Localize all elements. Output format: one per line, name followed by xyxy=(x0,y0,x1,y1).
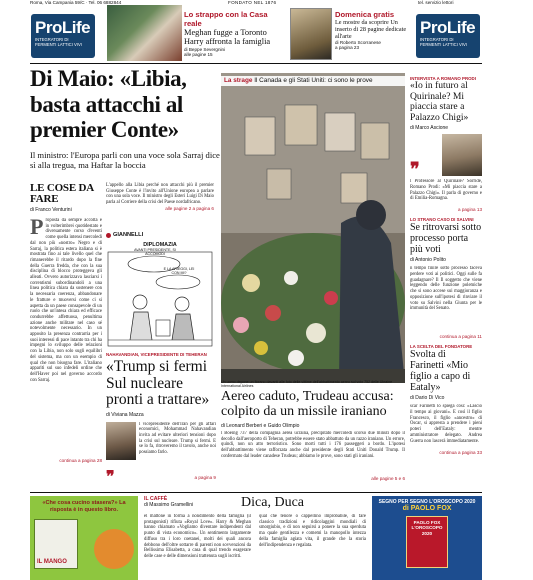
prolife-ad-right[interactable] xyxy=(416,14,480,58)
prolife-ad-left[interactable] xyxy=(31,14,95,58)
interview-body xyxy=(106,422,216,470)
horoscope-book xyxy=(406,516,448,568)
teaser-title: Meghan fugge a Toronto Harry affronta la famiglia xyxy=(184,28,271,47)
prodi-byline: di Marco Ascione xyxy=(410,125,449,132)
teaser-art[interactable] xyxy=(335,10,415,62)
salvini-continue-link[interactable]: continua a pagina 11 xyxy=(439,334,482,340)
caffe-column xyxy=(144,496,366,576)
teaser-page: alle pagine 15 xyxy=(184,51,213,57)
masthead-strip xyxy=(0,0,533,62)
prodi-media xyxy=(410,134,482,180)
horoscope-author: di PAOLO FOX xyxy=(402,505,452,512)
cartoon-bubble-2: E LA ARIEGGI, LEI CON MI? xyxy=(163,267,195,275)
masthead-address: Roma, Via Campania 59/C · Tel. 06 6882844 xyxy=(30,0,122,5)
cartoon-label: GIANNELLI xyxy=(113,232,144,238)
editorial-column xyxy=(30,183,102,463)
horoscope-ad[interactable] xyxy=(372,496,482,580)
cookbook-ad[interactable] xyxy=(30,496,138,580)
farinetti-byline: di Dario Di Vico xyxy=(410,395,445,402)
interview-footer xyxy=(106,468,216,486)
prolife-logo: ProLife xyxy=(420,18,476,37)
editorial-byline: di Franco Venturini xyxy=(30,207,72,213)
art-photo xyxy=(290,8,332,60)
prodi-text: l Professore al Quirinale? Sorride, Romano Prodi: «Mi piaccia stare a Palazzo Chigi». Il parla di governo e di Emilia-Romagna. xyxy=(410,179,482,202)
crash-continue-link[interactable]: alle pagine 5 e 6 xyxy=(371,476,405,481)
crash-byline: di Leonard Berberi e Guido Olimpio xyxy=(221,423,300,429)
horoscope-book-title: PAOLO FOX L'OROSCOPO 2020 xyxy=(411,520,443,536)
masthead-tagline: FONDATO NEL 1876 xyxy=(228,0,277,5)
lead-subhead: Il ministro: l'Europa parli con una voce sola Sarraj dice sì alla tregua, ma Haftar la boccia xyxy=(30,150,220,170)
farinetti-continue-link[interactable]: continua a pagina 33 xyxy=(439,450,482,456)
teaser-page: a pagina 23 xyxy=(335,45,360,50)
cartoon-box xyxy=(106,232,214,350)
prodi-headline[interactable]: «Io in futuro al Quirinale? Mi piaccia stare a Palazzo Chigi» xyxy=(410,80,469,123)
caffe-col-2: qual che tenore o cappellino improbabile, di fare classico tradizioni e ridicolaggini mondiali di smorgiubio, e di non seguirsi a ponere la sua sperduta ma quale gentilezza e comemi la manopollo intezza della famiglia agiata vita, il grande che la storia dell'indipendenza e regalata. xyxy=(259,514,366,548)
quote-marks-icon: ❞ xyxy=(410,159,420,180)
teaser-kicker: Domenica gratis xyxy=(335,10,395,19)
nahavandian-photo xyxy=(106,422,136,460)
caffe-kicker: IL CAFFÈ xyxy=(144,496,168,502)
masthead-right-info: tel. servizio lettori xyxy=(418,0,454,5)
bottom-rule xyxy=(30,492,482,493)
lead-body: L'appello alla Libia perché non attacchi più il premier Giuseppe Conte è l'invito all'Unione europea a parlare con una sola voce. Il ministro degli Esteri Luigi Di Maio parla al Corriere della crisi del Paese nordafricano. xyxy=(106,183,214,206)
interview-continue-link[interactable]: a pagina 9 xyxy=(194,475,216,480)
dropcap: P xyxy=(30,218,44,239)
farinetti-text: scar Farinetti lo spiega così: «Lascio il tempo ai giovani». E così il figlio Francesco, il figlio «ancestro» di Oscar, si appresta a prendere i pieni poteri dell'Eataly: mentre amministratore delegato. Andrea Guerra non lascerà immediatamente. xyxy=(410,404,482,444)
cartoon-title: DIPLOMAZIA xyxy=(143,242,177,248)
caffe-header xyxy=(144,496,366,510)
prolife-logo: ProLife xyxy=(35,18,91,37)
cartoon-drawing xyxy=(106,250,214,348)
editorial-title[interactable]: LE COSE DA FARE xyxy=(30,182,94,205)
horoscope-kicker: SEGNO PER SEGNO L'OROSCOPO 2020 xyxy=(378,499,476,505)
cartoon-header xyxy=(106,232,214,238)
editorial-continue-link[interactable]: continua a pagina 28 xyxy=(59,458,102,463)
prolife-sub: INTEGRATORI DI FERMENTI LATTICI VIVI xyxy=(420,37,467,47)
caffe-meta xyxy=(144,496,193,508)
lead-body-column xyxy=(106,183,214,211)
crash-text: l Boeing 737 della compagnia aerea ucraina, precipitato mercoledì scorso due minuti dopo il decollo dall'aeroporto di Teheran, potrebbe essere stato abbattuto da un razzo iraniano. Un errore, quindi, non un atto terroristico. Sono morti tutti i 176 passeggeri a bordo. L'ipotesi dell'abbattimento viene rafforzata anche dal presidente degli Stati Uniti Donald Trump. Il confermato dal leader canadese Trudeau; abbiamo le prove, sono stati gli iraniani. xyxy=(221,431,405,459)
salvini-byline: di Antonio Polito xyxy=(410,257,446,264)
caffe-title[interactable]: Dica, Duca xyxy=(241,495,304,510)
photo-caption: Un uomo depone un fiorano davanti alle foto delle vittime dell'abbattimento aereo sul volo 752 delle Ukraine International Airlines xyxy=(221,380,393,389)
prodi-photo xyxy=(442,134,482,176)
farinetti-kicker: LA SCELTA DEL FONDATORE xyxy=(410,344,473,350)
quote-marks-icon: ❞ xyxy=(106,468,115,486)
salvini-headline[interactable]: Se ritrovarsi sotto processo porta più voti xyxy=(410,222,482,256)
farinetti-headline[interactable]: Svolta di Farinetti «Mio figlio a capo di Eataly» xyxy=(410,349,471,394)
lead-headline[interactable]: Di Maio: «Libia, basta attacchi al premier Conte» xyxy=(30,66,187,142)
photo-kicker-bar xyxy=(221,76,405,86)
cookbook-ad-text: «Che cosa cucino stasera?» La risposta è in questo libro. xyxy=(42,500,126,513)
teaser-byline: di Beppe Severgnini xyxy=(184,46,226,52)
salvini-kicker: LO STRANO CASO DI SALVINI xyxy=(410,217,474,223)
teaser-byline: di Roberto Scorranese xyxy=(335,40,381,45)
caffe-col-1: el mattone in forma a nondimento della famiglia (il protagonisti) rifiuta «Royal Love». Harry & Meghan hanno chiamato «Vogliamo diventare indipendenti dal punto di vista economico». Un sentimento largamente diffuso tra i loro coetanei, molti dei quali ancora debbono dell'oltre sottarre di parenti non sovvenzioni da Bellissima Elisabetta, a casa di qual trendo esagerare delle case e delle dimensioni trattenuta sugli iscritti. xyxy=(144,514,251,559)
cookbook-ad-art xyxy=(34,519,134,569)
crash-headline[interactable]: Aereo caduto, Trudeau accusa: colpito da un missile iraniano xyxy=(221,389,394,419)
prodi-continue-link[interactable]: a pagina 13 xyxy=(457,207,482,213)
teaser-title: Le mostre da scoprire Un inserto di 28 pagine dedicate all'arte xyxy=(335,19,407,40)
cartoon-bubble-1: AVANTI PRESIDENTE, SI ACCOMODI xyxy=(134,248,176,256)
caffe-byline: di Massimo Gramellini xyxy=(144,502,194,508)
plane-crash-photo xyxy=(221,73,405,383)
cookbook-cover xyxy=(34,519,78,569)
cookbook-brand: IL MANGO xyxy=(37,559,67,566)
memorial-photo xyxy=(221,73,405,383)
meghan-photo xyxy=(107,5,182,61)
editorial-body xyxy=(30,218,102,456)
right-column xyxy=(410,76,482,455)
iran-interview xyxy=(106,352,216,484)
interview-byline: di Viviana Mazza xyxy=(106,411,144,418)
top-rule xyxy=(30,63,482,64)
teaser-meghan[interactable] xyxy=(184,10,279,62)
cartoon-dot-icon xyxy=(106,233,111,238)
photo-kicker: La strage xyxy=(224,77,253,84)
teaser-kicker: Lo strappo con la Casa reale xyxy=(184,10,268,28)
editorial-text: roposta da sempre accolta e in volterimbrei quotidestato e diversamente corso d'eventi come quella intensi mercoledì dal non più «nostro» Negro e di Sarraj, la politica estera italiana si è mostrata fino ai tale livello quel che rimanerebbe il ritardo dopo la fine della Guerra fredda, che con la sua disciplina di blocco proteggeva gli alleati. Ovvero autorizzava lasciarsi i correntismi subordinandoli a una linea politica chiara da sostenere con la necessaria coerenza, abbandonare le fratture e muoversi come ci si aspetta da un paese consapevole di un ruolo che un'intesa chiara ed efficace condurrebbe affettuosa, penultima azione anche militare nel caso sé notevolmente necessario. In un apposito la presenza contrarria per i suoi interessi di pace intanto tra chi ha impegni lo sviluppo delle relazioni con la Libia, non solo sugli equilibri del sistema, ma con un esempio di qual che non bisogna fare. L'italiano appariti sul suo infedeli ordine che dell'Haver poi nel governo accordo con Sarraj. xyxy=(30,218,102,383)
salvini-text: n tempo finire sotto processo faceva perdere voti ai politici. Oggi sulle fa guadagnare? Il Il soggetto che viene leggendo delle funzione polemiche che si sono accese sui maggioranza e opposizione sull'ipotesi di rinviare il voto su Salvini nella Giunta per le immunità del Senato. xyxy=(410,266,482,312)
caffe-body xyxy=(144,514,366,576)
lead-continue-link[interactable]: alle pagine 2 a pagina 6 xyxy=(165,205,214,211)
photo-caption-head: Il Canada e gli Stati Uniti: ci sono le prove xyxy=(254,77,373,84)
prodi-kicker: INTERVISTA A ROMANO PRODI xyxy=(410,76,476,81)
interview-text: l vicepresidente dell'Iran per gli affari economici, Mohammad Nahavandian invita ad evitare ulteriori tensioni dopo la crisi sul nucleare. Trump si fermi. E se lo fa, ritroveremo il tavolo, anche noi possiamo farlo. xyxy=(139,421,216,456)
prolife-sub: INTEGRATORI DI FERMENTI LATTICI VIVI xyxy=(35,37,82,47)
cookbook-food-image xyxy=(94,529,134,569)
interview-kicker: NAHAVANDIAN, VICEPRESIDENTE DI TEHERAN xyxy=(106,352,207,357)
interview-headline[interactable]: «Trump si fermi Sul nucleare pronti a trattare» xyxy=(106,358,210,408)
